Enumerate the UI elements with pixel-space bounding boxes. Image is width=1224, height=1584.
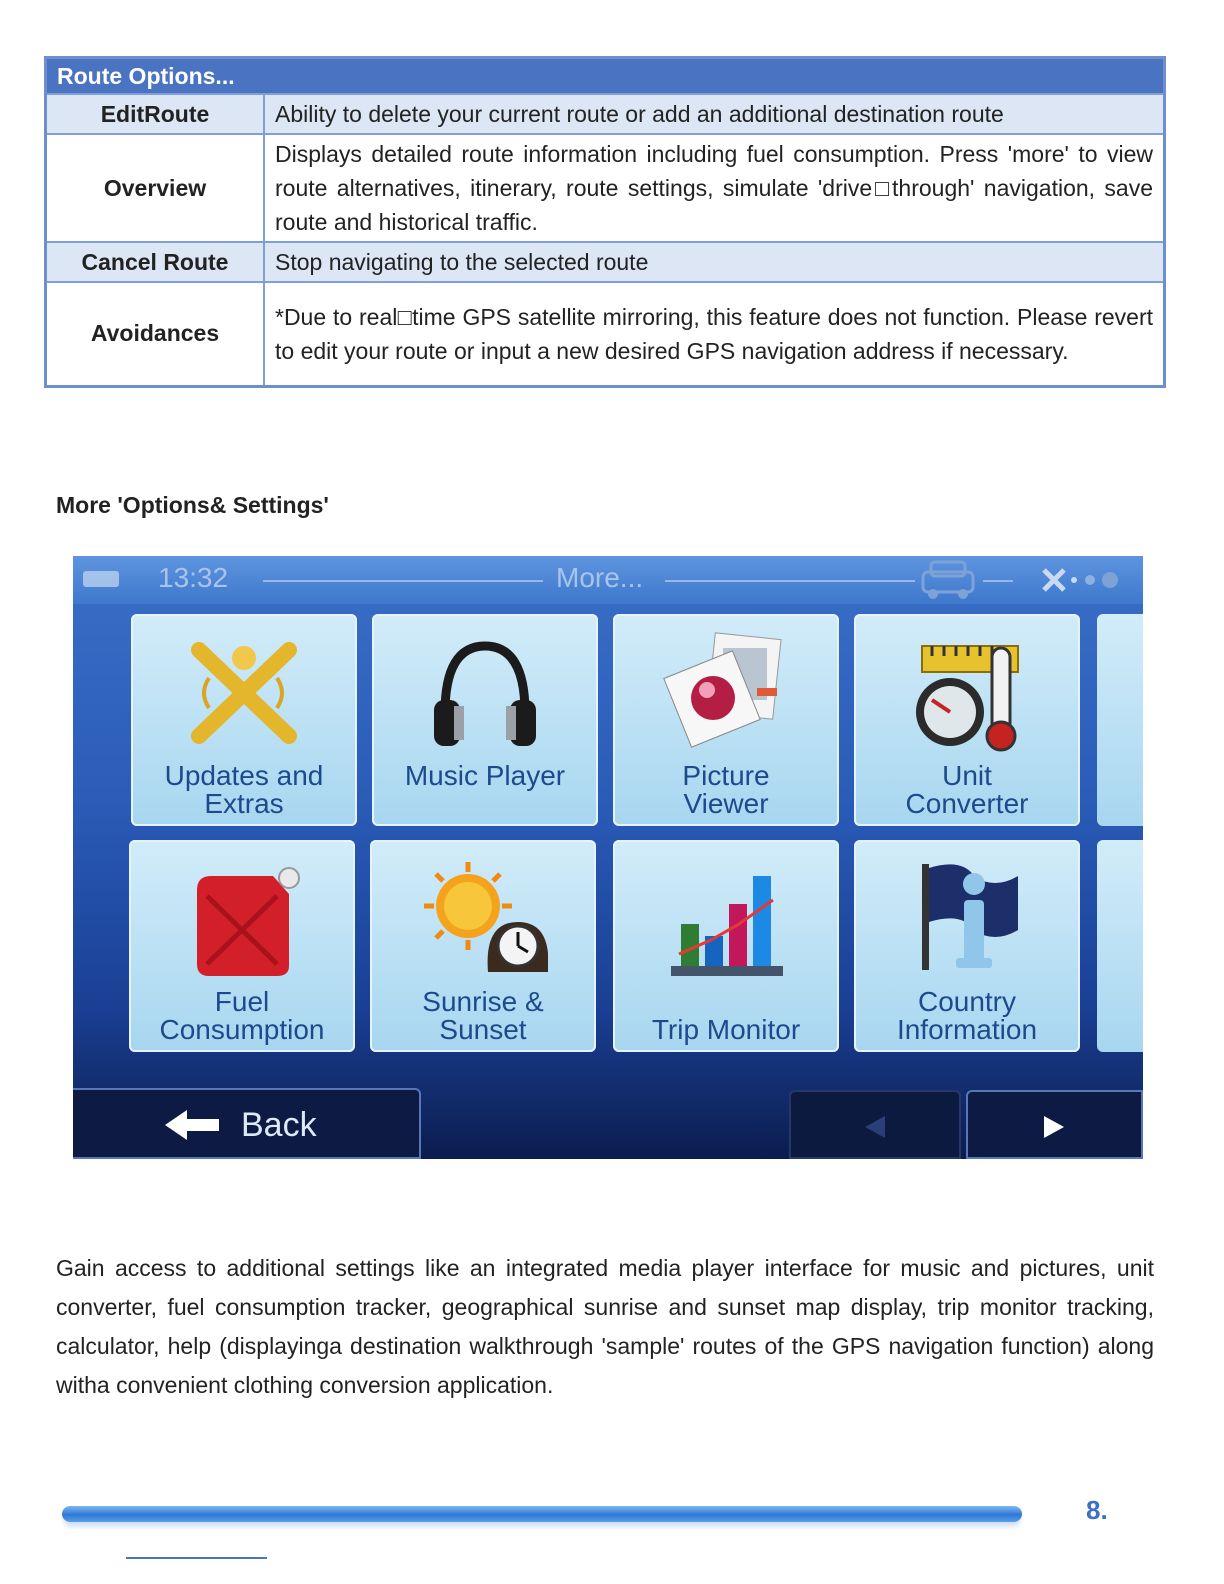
- tile-label: [131, 762, 357, 818]
- tile-label: [372, 762, 598, 818]
- table-row: [46, 282, 1165, 386]
- headphones-icon: [420, 628, 550, 758]
- previous-page-button[interactable]: [789, 1090, 961, 1159]
- back-button[interactable]: [73, 1088, 421, 1159]
- battery-icon: [83, 571, 119, 587]
- table-header: Route Options...: [46, 58, 1165, 95]
- screen-title: More...: [556, 562, 644, 593]
- tile-label: [854, 988, 1080, 1044]
- tile-fuel-consumption[interactable]: [129, 840, 355, 1052]
- row-term: Cancel Route: [46, 242, 265, 282]
- status-divider: [983, 580, 1013, 582]
- tile-label-line: Music Player: [404, 760, 566, 791]
- tile-label-line: Converter: [905, 788, 1029, 819]
- tile-updates-and-extras[interactable]: [131, 614, 357, 826]
- tile-label-line: [372, 790, 598, 818]
- row-description: Ability to delete your current route or add an additional destination route: [264, 94, 1165, 134]
- tile-label-line: Sunrise &: [422, 986, 544, 1017]
- clock: 13:32: [158, 562, 229, 593]
- tile-label: [370, 988, 596, 1044]
- route-options-table: [44, 56, 1166, 388]
- tile-label-line: Information: [896, 1014, 1038, 1045]
- tile-picture-viewer[interactable]: [613, 614, 839, 826]
- tile-label-line: Updates and: [164, 760, 324, 791]
- bar-chart-icon: [661, 854, 791, 984]
- car-icon[interactable]: [913, 558, 983, 602]
- next-page-button[interactable]: [966, 1090, 1143, 1159]
- arrow-right-icon: [1038, 1112, 1068, 1142]
- tile-label-line: Fuel: [214, 986, 270, 1017]
- page-number: 8.: [1086, 1495, 1108, 1525]
- sun-clock-icon: [418, 854, 548, 984]
- updates-icon: [179, 628, 309, 758]
- arrow-left-icon: [861, 1112, 891, 1142]
- tile-label: [613, 988, 839, 1044]
- table-row: [46, 94, 1165, 134]
- tile-label-line: Sunset: [439, 1014, 527, 1045]
- tile-label-line: Unit: [942, 760, 992, 791]
- flag-info-icon: [902, 854, 1032, 984]
- picture-icon: [661, 628, 791, 758]
- body-paragraph: Gain access to additional settings like an integrated media player interface for music and pictures, unit converter, fuel consumption tracker, geographical sunrise and sunset map display, trip monitor tracking, calculator, help (displayinga destination walkthrough 'sample' routes of the GPS navigation function) along witha convenient clothing conversion application.: [56, 1255, 1154, 1398]
- tile-label-line: [613, 988, 839, 1016]
- tile-label-line: Consumption: [159, 1014, 325, 1045]
- tile-music-player[interactable]: [372, 614, 598, 826]
- tile-label-line: Country: [917, 986, 1017, 1017]
- table-row: [46, 134, 1165, 242]
- table-row: [46, 242, 1165, 282]
- footer-underline: [126, 1557, 267, 1559]
- gps-signal-icon: [1038, 564, 1128, 596]
- row-description: Stop navigating to the selected route: [264, 242, 1165, 282]
- back-label: Back: [241, 1106, 317, 1144]
- tile-label-line: Trip Monitor: [651, 1014, 801, 1045]
- tile-label: [854, 762, 1080, 818]
- row-term: Avoidances: [46, 282, 265, 386]
- tile-partial[interactable]: [1097, 840, 1143, 1052]
- tile-label: [613, 762, 839, 818]
- tile-label: [129, 988, 355, 1044]
- tile-sunrise-sunset[interactable]: [370, 840, 596, 1052]
- tile-label-line: Picture: [682, 760, 770, 791]
- row-description: Displays detailed route information including fuel consumption. Press 'more' to view route alternatives, itinerary, route settings, simulate 'drive□through' navigation, save route and historical traffic.: [264, 134, 1165, 242]
- device-screenshot: [73, 556, 1143, 1159]
- back-arrow-icon: [163, 1108, 221, 1142]
- status-divider: [263, 580, 543, 582]
- row-description: *Due to real□time GPS satellite mirroring, this feature does not function. Please revert to edit your route or input a new desired GPS navigation address if necessary.: [264, 282, 1165, 386]
- status-divider: [665, 580, 915, 582]
- status-bar: [73, 556, 1143, 604]
- tile-partial[interactable]: [1097, 614, 1143, 826]
- fuel-can-icon: [177, 854, 307, 984]
- tile-label-line: Extras: [204, 788, 284, 819]
- ruler-gauge-icon: [902, 628, 1032, 758]
- row-term: Overview: [46, 134, 265, 242]
- row-term: EditRoute: [46, 94, 265, 134]
- tile-trip-monitor[interactable]: [613, 840, 839, 1052]
- tile-label-line: Viewer: [683, 788, 769, 819]
- footer-bar: [62, 1506, 1022, 1522]
- tile-unit-converter[interactable]: [854, 614, 1080, 826]
- tile-country-information[interactable]: [854, 840, 1080, 1052]
- section-heading: More 'Options& Settings': [56, 492, 329, 518]
